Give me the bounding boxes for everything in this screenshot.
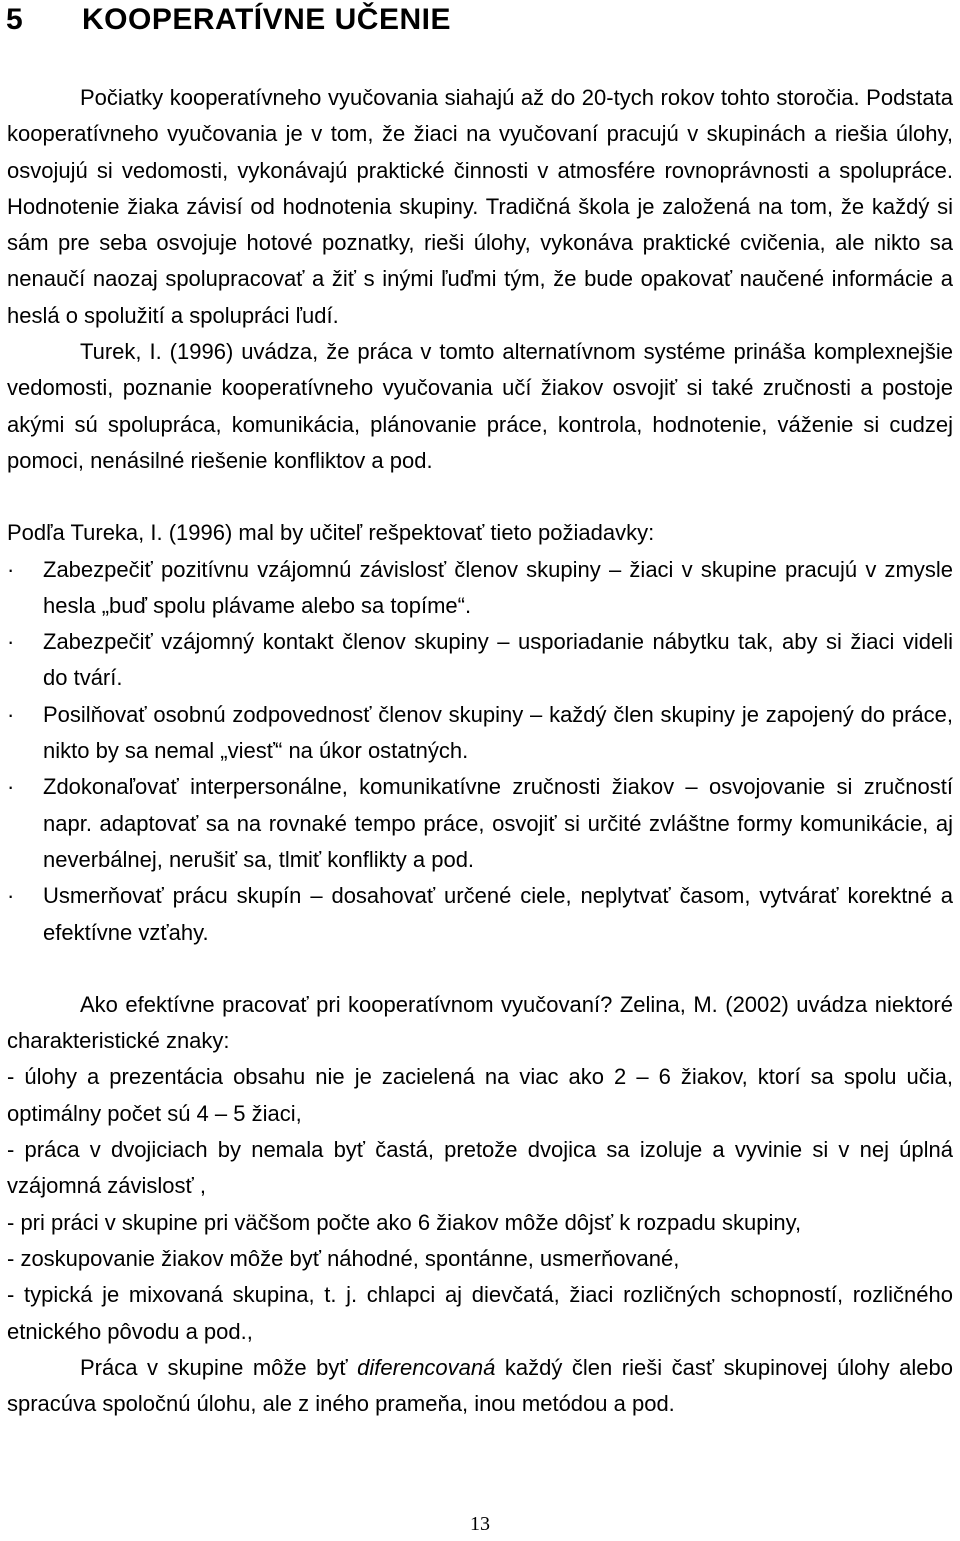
body-text: [7, 80, 953, 1422]
characteristics-list: [7, 1059, 953, 1349]
list-item: - úlohy a prezentácia obsahu nie je zacielená na viac ako 2 – 6 žiakov, ktorí sa spolu učia, optimálny počet sú 4 – 5 žiaci,: [7, 1064, 953, 1126]
list-item: [7, 769, 953, 878]
list-item: [7, 552, 953, 625]
spacer: [7, 479, 953, 515]
paragraph-turek: Turek, I. (1996) uvádza, že práca v tomto alternatívnom systéme prináša komplexnejšie vedomosti, poznanie kooperatívneho vyučovania učí žiakov osvojiť si také zručnosti a postoje akými sú spolupráca, komunikácia, plánovanie práce, kontrola, hodnotenie, váženie si cudzej pomoci, nenásilné riešenie konfliktov a pod.: [7, 339, 953, 473]
bullet-icon: ·: [7, 556, 15, 582]
list-item: [7, 878, 953, 951]
list-item: - typická je mixovaná skupina, t. j. chlapci aj dievčatá, žiaci rozličných schopností, rozličného etnického pôvodu a pod.,: [7, 1282, 953, 1344]
paragraph-zelina: Ako efektívne pracovať pri kooperatívnom vyučovaní? Zelina, M. (2002) uvádza niektoré charakteristické znaky:: [7, 991, 953, 1054]
paragraph-history: Počiatky kooperatívneho vyučovania siahajú až do 20-tych rokov tohto storočia. Podstata kooperatívneho vyučovania je v tom, že žiaci na vyučovaní pracujú v skupinách a riešia úlohy, osvojujú si vedomosti, vykonávajú praktické činnosti v atmosfére rovnoprávnosti a spolupráce. Hodnotenie žiaka závisí od hodnotenia skupiny. Tradičná škola je založená na tom, že každý si sám pre seba osvojuje hotové poznatky, rieši úlohy, vykonáva praktické cvičenia, ale nikto sa nenaučí naozaj spolupracovať a žiť s inými ľuďmi tým, že bude opakovať naučené informácie a heslá o spolužití a spolupráci ľudí.: [7, 85, 953, 328]
spacer: [7, 951, 953, 987]
page-number: 13: [470, 1513, 490, 1535]
list-item-text: Posilňovať osobnú zodpovednosť členov skupiny – každý člen skupiny je zapojený do práce, nikto by sa nemal „viesť“ na úkor ostatných.: [43, 701, 953, 764]
list-item: [7, 697, 953, 770]
chapter-number: 5: [6, 3, 24, 36]
list-item: - pri práci v skupine pri väčšom počte ako 6 žiakov môže dôjsť k rozpadu skupiny,: [7, 1209, 802, 1235]
chapter-title: KOOPERATÍVNE UČENIE: [82, 3, 451, 36]
emphasis-term: diferencovaná: [357, 1354, 496, 1380]
paragraph-group-work: [7, 1350, 953, 1423]
chapter-heading: [6, 3, 451, 37]
list-item: - práca v dvojiciach by nemala byť častá, pretože dvojica sa izoluje a vyvinie si v nej úplná vzájomná závislosť ,: [7, 1137, 953, 1199]
list-item-text: Zdokonaľovať interpersonálne, komunikatívne zručnosti žiakov – osvojovanie si zručností napr. adaptovať sa na rovnaké tempo práce, osvojiť si určité zvláštne formy komunikácie, aj neverbálnej, nerušiť sa, tlmiť konflikty a pod.: [43, 774, 953, 872]
list-item-text: Zabezpečiť pozitívnu vzájomnú závislosť členov skupiny – žiaci v skupine pracujú v zmysle hesla „buď spolu plávame alebo sa topíme“.: [43, 556, 953, 618]
requirements-intro: Podľa Tureka, I. (1996) mal by učiteľ rešpektovať tieto požiadavky:: [7, 520, 655, 546]
list-item: - zoskupovanie žiakov môže byť náhodné, spontánne, usmerňované,: [7, 1245, 680, 1271]
list-item-text: Zabezpečiť vzájomný kontakt členov skupiny – usporiadanie nábytku tak, aby si žiaci videli do tvárí.: [43, 629, 953, 691]
bullet-icon: ·: [7, 883, 15, 909]
bullet-icon: ·: [7, 774, 15, 800]
bullet-icon: ·: [7, 701, 15, 727]
list-item-text: Usmerňovať prácu skupín – dosahovať určené ciele, neplytvať časom, vytvárať korektné a efektívne vzťahy.: [43, 883, 953, 945]
list-item: [7, 624, 953, 697]
text-run: Práca v skupine môže byť: [80, 1354, 358, 1380]
text-run: každý člen rieši časť skupinovej úlohy alebo spracúva spoločnú úlohu, ale z iného prameňa, inou metódou a pod.: [7, 1354, 953, 1417]
requirements-list: [7, 552, 953, 951]
bullet-icon: ·: [7, 629, 15, 655]
